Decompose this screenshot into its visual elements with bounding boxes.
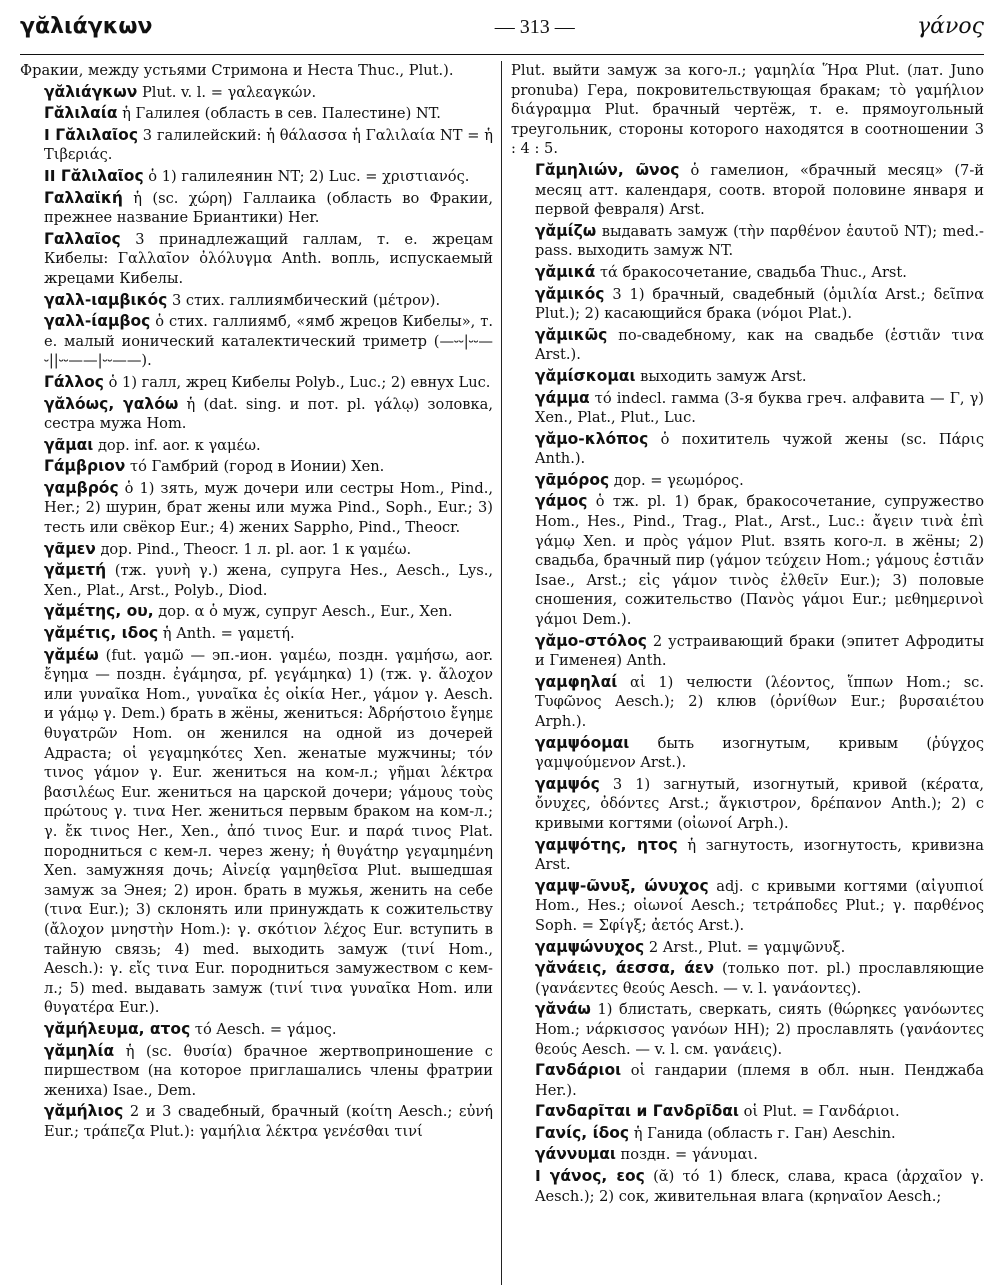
- dictionary-entry: [511, 836, 984, 875]
- entry-headword: γᾰμίσκομαι: [535, 366, 636, 385]
- entry-headword: γᾰμο-στόλος: [535, 631, 647, 650]
- entry-definition: 2 Arst., Plut. = γαμψῶνυξ.: [644, 938, 846, 956]
- entry-definition: ἡ Ганида (область г. Ган) Aeschin.: [629, 1124, 896, 1142]
- dictionary-entry: [511, 161, 984, 220]
- entry-definition: выдавать замуж (τὴν παρθένον ἑαυτοῦ NT); med.-pass. выходить замуж NT.: [535, 222, 984, 260]
- entry-headword: γᾰμήλιος: [44, 1102, 124, 1121]
- dictionary-entry: [20, 395, 493, 434]
- dictionary-entry: [511, 959, 984, 998]
- dictionary-entry: [511, 222, 984, 261]
- dictionary-entry: [511, 471, 984, 491]
- dictionary-entry: [511, 389, 984, 428]
- entry-headword: γᾰνάεις, άεσσα, άεν: [535, 959, 715, 978]
- entry-headword: II Γᾰλιλαῖος: [44, 166, 144, 185]
- entry-definition: выходить замуж Arst.: [635, 367, 807, 385]
- entry-headword: γᾰλιάγκων: [44, 82, 138, 101]
- entry-headword: γαμψότης, ητος: [535, 835, 678, 854]
- page-header: [20, 14, 984, 55]
- entry-headword: γᾰμήλευμα, ατος: [44, 1019, 191, 1038]
- dictionary-entry: [511, 1124, 984, 1144]
- entry-definition: Фракии, между устьями Стримона и Неста Thuc., Plut.).: [20, 62, 454, 79]
- dictionary-entry: [20, 83, 493, 103]
- dictionary-entry: [511, 285, 984, 324]
- dictionary-entry: [20, 1102, 493, 1141]
- entry-headword: Γᾰμηλιών, ῶνος: [535, 160, 680, 179]
- entry-definition: οἱ гандарии (племя в обл. нын. Пенджаба Her.).: [535, 1062, 984, 1099]
- left-column: [20, 61, 493, 1285]
- entry-definition: дор. = γεωμόρος.: [609, 471, 744, 489]
- entry-headword: γᾰμέω: [44, 645, 99, 664]
- entry-definition: ἡ загнутость, изогнутость, кривизна Arst.: [535, 836, 984, 874]
- dictionary-entry: [20, 561, 493, 600]
- entry-headword: I γάνος, εος: [535, 1167, 645, 1186]
- dictionary-entry: [20, 104, 493, 124]
- entry-definition: ὁ 1) галилеянин NT; 2) Luc. = χριστιανός.: [143, 167, 470, 185]
- entry-headword: γᾰνάω: [535, 1000, 591, 1019]
- entry-definition: adj. с кривыми когтями (αἰγυπιοί Hom., Hes.; οἰωνοί Aesch.; τετράποδες Plut.; γ. παρθένος Soph. = Σφίγξ; ἀετός Arst.).: [535, 877, 984, 934]
- dictionary-entry: [511, 632, 984, 671]
- dictionary-entry: [511, 1167, 984, 1206]
- dictionary-entry: [511, 430, 984, 469]
- entry-headword: γαμψώνυχος: [535, 937, 645, 956]
- dictionary-entry: [20, 479, 493, 538]
- entry-headword: γᾰμικός: [535, 284, 605, 303]
- entry-headword: γάμος: [535, 492, 588, 511]
- entry-headword: γᾶμαι: [44, 435, 94, 454]
- entry-definition: (fut. γαμῶ — эп.-ион. γαμέω, поздн. γαμήσω, aor. ἔγημα — поздн. ἐγάμησα, pf. γεγάμηκα) 1) (тж. γ. ἄλοχον или γυναῖκα Hom., γυναῖκα ἐς οἰκία Her., γάμον γ. Aesch. и γάμῳ γ. Dem.) брать в жёны, жениться: Ἀδρήστοιο ἔγημε θυγατρῶν Hom. он женился на одной из дочерей Адраста; οἱ γεγαμηκότες Xen. женатые мужчины; τόν τινος γάμον γ. Eur. жениться на ком-л.; γῆμαι λέκτρα βασιλέως Eur. жениться на царской дочери; γάμους τοὺς πρώτους γ. τινα Her. жениться первым браком на ком-л.; γ. ἔκ τινος Her., Xen., ἀπό τινος Eur. и παρά τινος Plat. породниться с кем-л. через жену; ἡ θυγάτηρ γεγαμημένη Xen. замужняя дочь; Αἰνείᾳ γαμηθεῖσα Plut. вышедшая замуж за Энея; 2) ирон. брать в мужья, женить на себе (τινα Eur.); 3) склонять или принуждать к сожительству (ἄλοχον μνηστὴν Hom.): γ. σκότιον λέχος Eur. вступить в тайную связь; 4) med. выходить замуж (τινί Hom., Aesch.): γ. εἴς τινα Eur. породниться замужеством с кем-л.; 5) med. выдавать замуж (τινί τινα γυναῖκα Hom. или θυγατέρα Eur.).: [44, 646, 493, 1017]
- page-number: — 313 —: [494, 16, 575, 38]
- entry-definition: 1) блистать, сверкать, сиять (θώρηκες γανόωντες Hom.; νάρκισσος γανόων HH); 2) прославлять (γανάοντες θεούς Aesch. — v. l. см. γανάεις).: [535, 1001, 984, 1058]
- entry-definition: ἡ Галилея (область в сев. Палестине) NT.: [117, 105, 441, 123]
- entry-definition: дор. inf. aor. к γαμέω.: [93, 436, 261, 454]
- entry-definition: поздн. = γάνυμαι.: [615, 1146, 758, 1164]
- entry-headword: γαμβρός: [44, 478, 119, 497]
- dictionary-entry: [20, 1042, 493, 1101]
- entry-definition: 3 галилейский: ἡ θάλασσα ἡ Γαλιλαία NT = ἡ Τιβεριάς.: [44, 126, 493, 164]
- entry-headword: γᾰμέτης, ου,: [44, 602, 154, 621]
- dictionary-entry: [511, 61, 984, 159]
- entry-definition: быть изогнутым, кривым (ῥύγχος γαμψούμενον Arst.).: [535, 734, 984, 772]
- dictionary-entry: [20, 602, 493, 622]
- dictionary-entry: [511, 673, 984, 732]
- entry-headword: γαμψόομαι: [535, 733, 630, 752]
- entry-headword: I Γᾰλιλαῖος: [44, 125, 139, 144]
- entry-headword: Γάμβριον: [44, 457, 126, 476]
- entry-headword: γᾰλόως, γαλόω: [44, 394, 179, 413]
- entry-definition: дор. Pind., Theocr. 1 л. pl. aor. 1 к γαμέω.: [95, 540, 412, 558]
- entry-definition: ὁ тж. pl. 1) брак, бракосочетание, супружество Hom., Hes., Pind., Trag., Plat., Arst., Luc.: ἄγειν τινὰ ἐπὶ γάμῳ Xen. и πρὸς γάμον Plut. взять кого-л. в жёны; 2) свадьба, брачный пир (γάμον τεύχειν Hom.; γάμους ἑστιᾶν Isae., Arst.; εἰς γάμον τινὸς ἐλθεῖν Eur.); 3) половые сношения, сожительство (Πανὸς γάμοι Eur.; μεθημερινοὶ γάμοι Dem.).: [535, 493, 984, 629]
- entry-definition: ἡ Anth. = γαμετή.: [158, 625, 295, 643]
- dictionary-entry: [20, 189, 493, 228]
- entry-definition: ἡ (dat. sing. и пот. pl. γάλῳ) золовка, сестра мужа Hom.: [44, 395, 493, 433]
- dictionary-entry: [511, 775, 984, 834]
- entry-headword: Γανίς, ίδος: [535, 1123, 630, 1142]
- header-left-word: γᾰλιάγκων: [20, 14, 153, 39]
- dictionary-entry: [511, 938, 984, 958]
- dictionary-entry: [20, 646, 493, 1018]
- entry-headword: γᾰμο-κλόπος: [535, 429, 649, 448]
- entry-headword: γᾰμικῶς: [535, 325, 608, 344]
- entry-definition: дор. α ὁ муж, супруг Aesch., Eur., Xen.: [153, 603, 453, 621]
- entry-definition: ὁ стих. галлиямб, «ямб жрецов Кибелы», т. е. малый ионический каталектический триметр (—⏑⏑|⏑⏑—⏑||⏑⏑——|⏑⏑——).: [44, 313, 493, 370]
- entry-definition: ἡ (sc. θυσία) брачное жертвоприношение с пиршеством (на которое приглашались члены фратрии жениха) Isae., Dem.: [44, 1042, 493, 1099]
- entry-headword: γαλλ-ιαμβικός: [44, 290, 168, 309]
- dictionary-entry: [20, 436, 493, 456]
- entry-definition: 2 и 3 свадебный, брачный (κοίτη Aesch.; εὐνή Eur.; τράπεζα Plut.): γαμήλια λέκτρα γενέσθαι τινί: [44, 1103, 493, 1140]
- entry-definition: ὁ 1) зять, муж дочери или сестры Hom., Pind., Her.; 2) шурин, брат жены или мужа Pind., Soph., Eur.; 3) тесть или свёкор Eur.; 4) жених Sappho, Pind., Theocr.: [44, 479, 493, 537]
- entry-definition: τά бракосочетание, свадьба Thuc., Arst.: [595, 263, 907, 281]
- entry-definition: 3 1) загнутый, изогнутый, кривой (κέρατα, ὄνυχες, ὀδόντες Arst.; ἄγκιστρον, δρέπανον Anth.); 2) с кривыми когтями (οἰωνοί Arph.).: [535, 775, 984, 832]
- dictionary-entry: [20, 126, 493, 165]
- entry-definition: ὁ похититель чужой жены (sc. Πάρις Anth.).: [535, 430, 984, 468]
- entry-headword: γαμψ-ῶνυξ, ώνυχος: [535, 876, 709, 895]
- right-column: [511, 61, 984, 1285]
- dictionary-entry: [20, 61, 493, 81]
- entry-headword: Γαλλαϊκή: [44, 188, 123, 207]
- dictionary-entry: [20, 291, 493, 311]
- dictionary-entry: [20, 312, 493, 371]
- dictionary-entry: [20, 624, 493, 644]
- entry-definition: ἡ (sc. χώρη) Галлаика (область во Фракии, прежнее название Бриантики) Her.: [44, 189, 493, 227]
- entry-headword: γᾰμετή: [44, 561, 107, 580]
- entry-headword: Γαλλαῖος: [44, 229, 121, 248]
- dictionary-entry: [511, 734, 984, 773]
- dictionary-entry: [20, 167, 493, 187]
- entry-definition: οἱ Plut. = Γανδάριοι.: [738, 1103, 900, 1121]
- entry-definition: τό indecl. гамма (3-я буква греч. алфавита — Γ, γ) Xen., Plat., Plut., Luc.: [535, 389, 984, 427]
- column-divider: [501, 61, 502, 1285]
- entry-headword: γᾰμηλία: [44, 1041, 115, 1060]
- entry-definition: τό Aesch. = γάμος.: [190, 1020, 337, 1038]
- dictionary-entry: [511, 1061, 984, 1100]
- entry-definition: (только пот. pl.) прославляющие (γανάεντες θεούς Aesch. — v. l. γανάοντες).: [535, 960, 984, 997]
- entry-headword: Γάλλος: [44, 372, 104, 391]
- dictionary-entry: [20, 540, 493, 560]
- entry-headword: γάμμα: [535, 388, 590, 407]
- entry-definition: 3 1) брачный, свадебный (ὁμιλία Arst.; δεῖπνα Plut.); 2) касающийся брака (νόμοι Plat.).: [535, 285, 984, 323]
- dictionary-entry: [20, 373, 493, 393]
- entry-definition: 3 стих. галлиямбический (μέτρον).: [167, 291, 441, 309]
- entry-definition: τό Гамбрий (город в Ионии) Xen.: [125, 458, 385, 476]
- dictionary-entry: [511, 492, 984, 629]
- entry-definition: αἱ 1) челюсти (λέοντος, ἵππων Hom.; sc. Τυφῶνος Aesch.); 2) клюв (ὀρνίθων Eur.; βυρσαιέτου Arph.).: [535, 673, 984, 730]
- entry-headword: γᾶμεν: [44, 539, 96, 558]
- dictionary-entry: [511, 1000, 984, 1059]
- dictionary-entry: [511, 367, 984, 387]
- entry-headword: Γᾰλιλαία: [44, 104, 118, 123]
- entry-headword: γᾱμόρος: [535, 470, 610, 489]
- entry-definition: (ᾰ) τό 1) блеск, слава, краса (ἀρχαῖον γ. Aesch.); 2) сок, живительная влага (κρηναῖον Aesch.;: [535, 1168, 984, 1205]
- dictionary-entry: [511, 1102, 984, 1122]
- dictionary-entry: [20, 230, 493, 289]
- entry-headword: γάννυμαι: [535, 1145, 616, 1164]
- entry-headword: γᾰμέτις, ιδος: [44, 624, 159, 643]
- entry-definition: (тж. γυνὴ γ.) жена, супруга Hes., Aesch., Lys., Xen., Plat., Arst., Polyb., Diod.: [44, 562, 493, 599]
- header-right-word: γάνος: [917, 14, 984, 39]
- dictionary-entry: [511, 877, 984, 936]
- entry-headword: γαμφηλαί: [535, 672, 618, 691]
- entry-definition: Plut. выйти замуж за кого-л.; γαμηλία Ἥρα Plut. (лат. Juno pronuba) Гера, покровительствующая бракам; τὸ γαμήλιον διάγραμμα Plut. брачный чертёж, т. е. прямоугольный треугольник, стороны которого находятся в соотношении 3 : 4 : 5.: [511, 62, 984, 158]
- entry-definition: по-свадебному, как на свадьбе (ἑστιᾶν τινα Arst.).: [535, 326, 984, 364]
- entry-headword: Γανδάριοι: [535, 1061, 622, 1080]
- entry-definition: 2 устраивающий браки (эпитет Афродиты и Гименея) Anth.: [535, 632, 984, 670]
- entry-definition: Plut. v. l. = γαλεαγκών.: [137, 83, 317, 101]
- dictionary-entry: [511, 326, 984, 365]
- entry-definition: ὁ гамелион, «брачный месяц» (7-й месяц атт. календаря, соотв. второй половине января и первой февраля) Arst.: [535, 161, 984, 219]
- dictionary-entry: [511, 263, 984, 283]
- entry-definition: ὁ 1) галл, жрец Кибелы Polyb., Luc.; 2) евнух Luc.: [103, 373, 491, 391]
- entry-headword: γαμψός: [535, 774, 600, 793]
- dictionary-entry: [20, 1020, 493, 1040]
- entry-definition: 3 принадлежащий галлам, т. е. жрецам Кибелы: Γαλλαῖον ὀλόλυγμα Anth. вопль, испускаемый жрецами Кибелы.: [44, 230, 493, 287]
- columns: [20, 61, 984, 1285]
- dictionary-entry: [20, 457, 493, 477]
- entry-headword: γαλλ-ίαμβος: [44, 312, 151, 331]
- dictionary-entry: [511, 1145, 984, 1165]
- entry-headword: γᾰμικά: [535, 262, 596, 281]
- entry-headword: Γανδαρῖται и Γανδρῖδαι: [535, 1102, 739, 1121]
- entry-headword: γᾰμίζω: [535, 221, 597, 240]
